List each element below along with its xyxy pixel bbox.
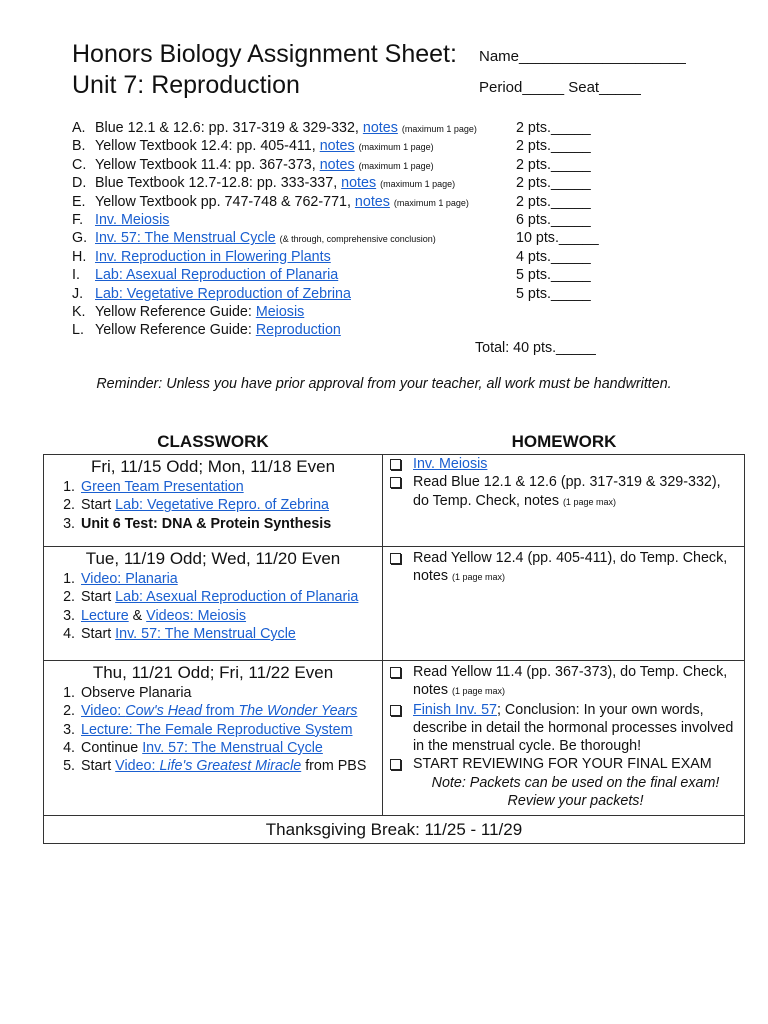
inv-57-link[interactable]: Inv. 57: The Menstrual Cycle	[115, 625, 296, 642]
classwork-cell	[44, 661, 383, 816]
inv-meiosis-link[interactable]: Inv. Meiosis	[413, 456, 488, 472]
points: 2 pts._____	[516, 193, 591, 210]
homework-list	[383, 549, 744, 587]
lecture-link[interactable]: Lecture	[81, 607, 129, 624]
total-points: Total: 40 pts._____	[475, 340, 596, 356]
notes-link[interactable]: notes	[341, 175, 377, 192]
homework-cell	[383, 455, 745, 547]
checkbox-icon	[390, 477, 401, 488]
checkbox-icon	[390, 705, 401, 716]
checkbox-icon	[390, 667, 401, 678]
review-note: Review your packets!	[507, 793, 644, 810]
assignment-item: K. Yellow Reference Guide: Meiosis	[72, 303, 305, 320]
list-item: 1. Observe Planaria	[79, 684, 382, 702]
schedule-table	[43, 454, 745, 844]
list-item	[79, 570, 382, 588]
lab-zebrina-link[interactable]: Lab: Vegetative Repro. of Zebrina	[115, 497, 329, 514]
list-item: 4. Continue Inv. 57: The Menstrual Cycle	[79, 739, 382, 757]
thanksgiving-break: Thanksgiving Break: 11/25 - 11/29	[44, 816, 745, 844]
period-seat-field: Period_____ Seat_____	[479, 79, 641, 96]
homework-list	[383, 455, 744, 511]
finish-inv-57-link[interactable]: Finish Inv. 57	[413, 701, 497, 718]
video-cows-head-link[interactable]: Video: Cow's Head from The Wonder Years	[81, 703, 358, 720]
list-item: 4. Start Inv. 57: The Menstrual Cycle	[79, 625, 382, 643]
assignment-item: J. Lab: Vegetative Reproduction of Zebrina 5 pts._____	[72, 285, 591, 302]
page-subtitle: Unit 7: Reproduction	[72, 71, 300, 99]
homework-heading: HOMEWORK	[511, 432, 617, 451]
checkbox-icon	[390, 459, 401, 470]
inv-meiosis-link[interactable]: Inv. Meiosis	[95, 211, 170, 228]
notes-link[interactable]: notes	[319, 156, 355, 173]
guide-meiosis-link[interactable]: Meiosis	[255, 303, 305, 320]
lab-zebrina-link[interactable]: Lab: Vegetative Reproduction of Zebrina	[95, 285, 351, 302]
assignment-item: B. Yellow Textbook 12.4: pp. 405-411, notes (maximum 1 page) 2 pts._____	[72, 138, 591, 155]
list-item	[79, 478, 382, 496]
inv-57-link[interactable]: Inv. 57: The Menstrual Cycle	[95, 230, 276, 247]
points: 2 pts._____	[516, 120, 591, 136]
list-item: Read Blue 12.1 & 12.6 (pp. 317-319 & 329-332), do Temp. Check, notes (1 page max)	[383, 473, 744, 511]
reminder-text: Reminder: Unless you have prior approval from your teacher, all work must be handwritten.	[96, 376, 672, 392]
guide-reproduction-link[interactable]: Reproduction	[255, 322, 341, 339]
day-heading: Fri, 11/15 Odd; Mon, 11/18 Even	[90, 457, 336, 476]
classwork-cell	[44, 455, 383, 547]
points: 4 pts._____	[516, 248, 591, 265]
assignment-item: F. Inv. Meiosis 6 pts._____	[72, 211, 591, 228]
classwork-list	[44, 570, 382, 643]
name-field: Name____________________	[479, 48, 686, 65]
lab-planaria-link[interactable]: Lab: Asexual Reproduction of Planaria	[95, 267, 339, 284]
list-item	[79, 721, 382, 739]
table-row	[44, 547, 745, 661]
points: 2 pts._____	[516, 156, 591, 173]
homework-list	[383, 663, 744, 774]
lecture-female-reproductive-link[interactable]: Lecture: The Female Reproductive System	[81, 721, 353, 738]
classwork-cell	[44, 547, 383, 661]
list-item: 3. Lecture & Videos: Meiosis	[79, 607, 382, 625]
lab-planaria-link[interactable]: Lab: Asexual Reproduction of Planaria	[115, 589, 359, 606]
assignment-item: C. Yellow Textbook 11.4: pp. 367-373, notes (maximum 1 page) 2 pts._____	[72, 156, 591, 173]
page-title: Honors Biology Assignment Sheet:	[72, 40, 457, 68]
points: 10 pts._____	[516, 230, 599, 247]
assignment-item: H. Inv. Reproduction in Flowering Plants 4 pts._____	[72, 248, 591, 265]
checkbox-icon	[390, 759, 401, 770]
classwork-list	[44, 478, 382, 533]
exam-note: Note: Packets can be used on the final exam!	[431, 774, 720, 791]
table-row	[44, 661, 745, 816]
assignment-item: D. Blue Textbook 12.7-12.8: pp. 333-337, notes (maximum 1 page) 2 pts._____	[72, 175, 591, 192]
homework-cell	[383, 661, 745, 816]
table-row	[44, 816, 745, 844]
video-lifes-greatest-miracle-link[interactable]: Video: Life's Greatest Miracle	[115, 758, 302, 775]
day-heading: Tue, 11/19 Odd; Wed, 11/20 Even	[85, 549, 341, 568]
list-item: Read Yellow 11.4 (pp. 367-373), do Temp. Check, notes (1 page max)	[383, 663, 744, 701]
assignment-item: G. Inv. 57: The Menstrual Cycle (& through, comprehensive conclusion) 10 pts._____	[72, 230, 599, 247]
classwork-heading: CLASSWORK	[157, 432, 269, 451]
classwork-list	[44, 684, 382, 775]
inv-57-link[interactable]: Inv. 57: The Menstrual Cycle	[142, 739, 323, 756]
videos-meiosis-link[interactable]: Videos: Meiosis	[146, 607, 247, 624]
list-item: START REVIEWING FOR YOUR FINAL EXAM	[383, 755, 744, 773]
homework-cell	[383, 547, 745, 661]
table-row	[44, 455, 745, 547]
points: 6 pts._____	[516, 211, 591, 228]
checkbox-icon	[390, 553, 401, 564]
list-item: Finish Inv. 57; Conclusion: In your own words, describe in detail the hormonal processes involved in the menstrual cycle. Be thorough!	[383, 701, 744, 756]
list-item: Read Yellow 12.4 (pp. 405-411), do Temp. Check, notes (1 page max)	[383, 549, 744, 587]
list-item	[79, 702, 382, 720]
points: 5 pts._____	[516, 267, 591, 284]
list-item: 3. Unit 6 Test: DNA & Protein Synthesis	[79, 515, 382, 533]
green-team-link[interactable]: Green Team Presentation	[81, 479, 244, 495]
inv-flowering-plants-link[interactable]: Inv. Reproduction in Flowering Plants	[95, 248, 331, 265]
day-heading: Thu, 11/21 Odd; Fri, 11/22 Even	[92, 663, 334, 682]
list-item: 2. Start Lab: Vegetative Repro. of Zebrina	[79, 496, 382, 514]
points: 2 pts._____	[516, 138, 591, 155]
assignment-list	[72, 119, 612, 340]
list-item: 5. Start Video: Life's Greatest Miracle from PBS	[79, 757, 382, 775]
assignment-item: L. Yellow Reference Guide: Reproduction	[72, 322, 341, 339]
points: 5 pts._____	[516, 285, 591, 302]
list-item: 2. Start Lab: Asexual Reproduction of Planaria	[79, 588, 382, 606]
notes-link[interactable]: notes	[319, 138, 355, 155]
assignment-item: A. Blue 12.1 & 12.6: pp. 317-319 & 329-332, notes (maximum 1 page) 2 pts._____	[72, 120, 591, 136]
video-planaria-link[interactable]: Video: Planaria	[81, 571, 178, 587]
notes-link[interactable]: notes	[354, 193, 390, 210]
notes-link[interactable]: notes	[362, 120, 398, 136]
assignment-item: I. Lab: Asexual Reproduction of Planaria 5 pts._____	[72, 267, 591, 284]
list-item	[383, 455, 744, 473]
assignment-item: E. Yellow Textbook pp. 747-748 & 762-771, notes (maximum 1 page) 2 pts._____	[72, 193, 591, 210]
points: 2 pts._____	[516, 175, 591, 192]
